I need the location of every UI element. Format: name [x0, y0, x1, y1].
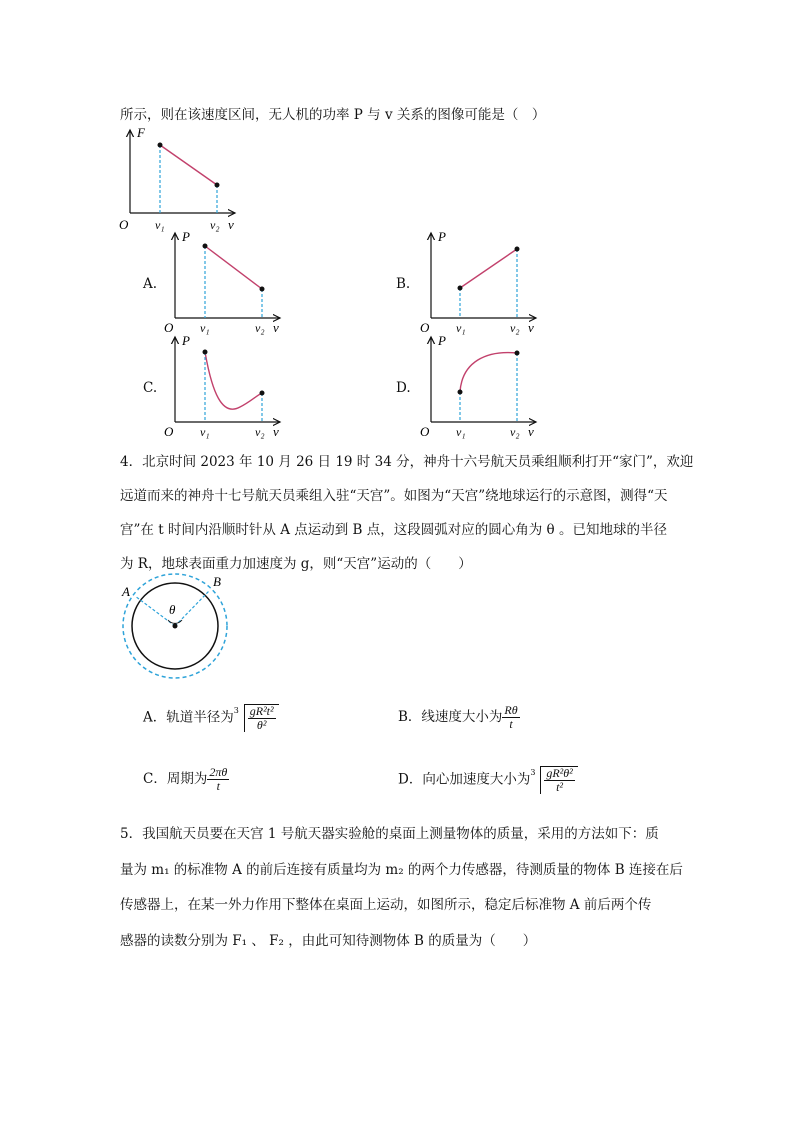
q3-stem-tail: 所示，则在该速度区间，无人机的功率 P 与 v 关系的图像可能是（ ）	[120, 107, 546, 123]
option-a-graph[interactable]	[160, 228, 290, 336]
v1-label: v₁	[200, 321, 210, 335]
q4-line-4: 为 R，地球表面重力加速度为 g，则“天宫”运动的（ ）	[120, 556, 472, 572]
v2-label: v₂	[510, 425, 520, 439]
q5-line-2: 量为 m₁ 的标准物 A 的前后连接有质量均为 m₂ 的两个力传感器，待测质量的物体 B 连接在后	[120, 862, 683, 878]
q4-option-a[interactable]	[143, 704, 279, 732]
cube-root-d: 3 $\frac{\text{gR²θ²}}{\text{t²}}$	[530, 766, 577, 794]
origin-label: O	[119, 217, 129, 232]
v2-label: v₂	[210, 218, 220, 232]
q5-line-1: 5．我国航天员要在天宫 1 号航天器实验舱的桌面上测量物体的质量，采用的方法如下：质	[120, 826, 659, 842]
v1-label: v₁	[456, 321, 466, 335]
f-v-graph	[115, 125, 245, 233]
q5-line-3: 传感器上，在某一外力作用下整体在桌面上运动，如图所示，稳定后标准物 A 前后两个传	[120, 897, 652, 913]
origin-label: O	[164, 320, 174, 335]
q4-option-d[interactable]	[398, 766, 578, 794]
v1-label: v₁	[200, 425, 210, 439]
p-axis-label: P	[182, 229, 190, 244]
q5-line-4: 感器的读数分别为 F₁ 、 F₂ ，由此可知待测物体 B 的质量为（ ）	[120, 933, 537, 949]
origin-label: O	[420, 424, 430, 439]
q4-option-a-text: A．轨道半径为	[143, 709, 234, 726]
v-axis-label: v	[528, 424, 534, 439]
p-axis-label: P	[438, 229, 446, 244]
q4-line-1: 4．北京时间 2023 年 10 月 26 日 19 时 34 分，神舟十六号航天员乘组顺利打开“家门”，欢迎	[120, 454, 694, 470]
q4-option-c-text: C．周期为	[143, 771, 208, 788]
q4-option-d-text: D．向心加速度大小为	[398, 771, 531, 788]
q4-option-c[interactable]: C．周期为 $\frac{2\pi\theta}{t}$	[143, 765, 228, 794]
origin-label: O	[164, 424, 174, 439]
option-c-graph[interactable]	[160, 332, 290, 440]
option-b-graph[interactable]	[416, 228, 546, 336]
q4-option-b-text: B．线速度大小为	[398, 709, 503, 726]
cube-root-a: 3 $\frac{\text{gR²t²}}{\text{θ²}}$	[234, 704, 279, 732]
v2-label: v₂	[510, 321, 520, 335]
origin-label: O	[420, 320, 430, 335]
v2-label: v₂	[255, 321, 265, 335]
v-axis-label: v	[228, 217, 234, 232]
p-axis-label: P	[438, 333, 446, 348]
orbit-diagram	[115, 572, 240, 682]
point-b-label: B	[213, 574, 221, 589]
option-d-graph[interactable]	[416, 332, 546, 440]
p-axis-label: P	[182, 333, 190, 348]
q4-option-b[interactable]: B．线速度大小为 $\frac{R\theta}{t}$	[398, 703, 518, 732]
v1-label: v₁	[456, 425, 466, 439]
q3-option-b-label[interactable]: B.	[396, 276, 411, 292]
v2-label: v₂	[255, 425, 265, 439]
q4-line-2: 远道而来的神舟十七号航天员乘组入驻“天宫”。如图为“天宫”绕地球运行的示意图，测得“天	[120, 488, 668, 504]
theta-label: θ	[169, 602, 176, 617]
q3-option-a-label[interactable]: A.	[143, 276, 158, 292]
v-axis-label: v	[273, 320, 279, 335]
q4-line-3: 宫”在 t 时间内沿顺时针从 A 点运动到 B 点，这段圆弧对应的圆心角为 θ 。已知地球的半径	[120, 522, 667, 538]
q3-option-d-label[interactable]: D.	[396, 380, 411, 396]
v1-label: v₁	[155, 218, 165, 232]
point-a-label: A	[122, 584, 130, 599]
v-axis-label: v	[273, 424, 279, 439]
v-axis-label: v	[528, 320, 534, 335]
q3-option-c-label[interactable]: C.	[143, 380, 158, 396]
f-axis-label: F	[137, 125, 145, 140]
